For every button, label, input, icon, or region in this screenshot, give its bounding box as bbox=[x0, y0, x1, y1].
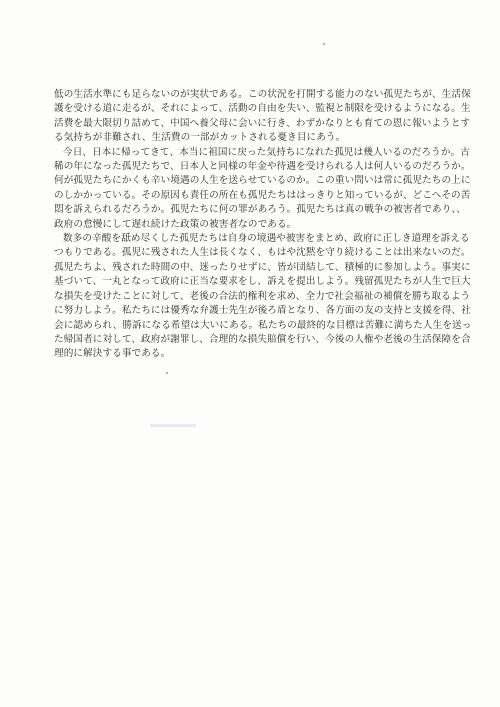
paragraph-2: 今日、日本に帰ってきて、本当に祖国に戻った気持ちになれた孤児は幾人いるのだろうか。古稀の年になった孤児たちで、日本人と同様の年金や待遇を受けられる人は何人いるのだろうか。何が孤児たちにかくも辛い境遇の人生を送らせているのか。この重い問いは常に孤児たちの上にのしかかっている。その原因も責任の所在も孤児たちははっきりと知っているが、どこへその苦悶を訴えられるだろうか。孤児たちに何の罪があろう。孤児たちは真の戦争の被害者であり、、政府の怠慢にして遅れ続けた政策の被害者なのである。 bbox=[54, 146, 471, 230]
scan-speck bbox=[323, 43, 325, 45]
paragraph-3: 数多の辛酸を舐め尽くした孤児たちは自身の境遇や被害をまとめ、政府に正しき道理を訴えるつもりである。孤児に残された人生は長くなく、もはや沈黙を守り続けることは出来ないのだ。孤児たちよ、残された時間の中、迷ったりせずに、皆が団結して、積極的に参加しよう。事実に基づいて、一丸となって政府に正当な要求をし、訴えを提出しよう。残留孤児たちが人生で巨大な損失を受けたことに対して、老後の合法的権利を求め、全力で社会福祉の補償を勝ち取るように努力しよう。私たちには優秀な弁護士先生が後ろ盾となり、各方面の友の支持と支援を得、社会に認められ、勝訴になる希望は大いにある。私たちの最終的な目標は苦難に満ちた人生を送った帰国者に対して、政府が謝罪し、合理的な損失賠償を行い、今後の人権や老後の生活保障を合理的に解決する事である。 bbox=[54, 233, 472, 360]
body-text bbox=[54, 88, 474, 362]
scan-highlight-mark bbox=[150, 424, 196, 427]
paragraph-1: 低の生活水準にも足らないのが実状である。この状況を打開する能力のない孤児たちが、生活保護を受ける道に走るが、それによって、活動の自由を失い、監視と制限を受けるようになる。生活費を最大限切り詰めて、中国へ養父母に会いに行き、わずかなりとも育ての恩に報いようとする気持ちが非難され、生活費の一部がカットされる憂き目にあう。 bbox=[54, 89, 471, 144]
scan-speck bbox=[166, 372, 168, 374]
